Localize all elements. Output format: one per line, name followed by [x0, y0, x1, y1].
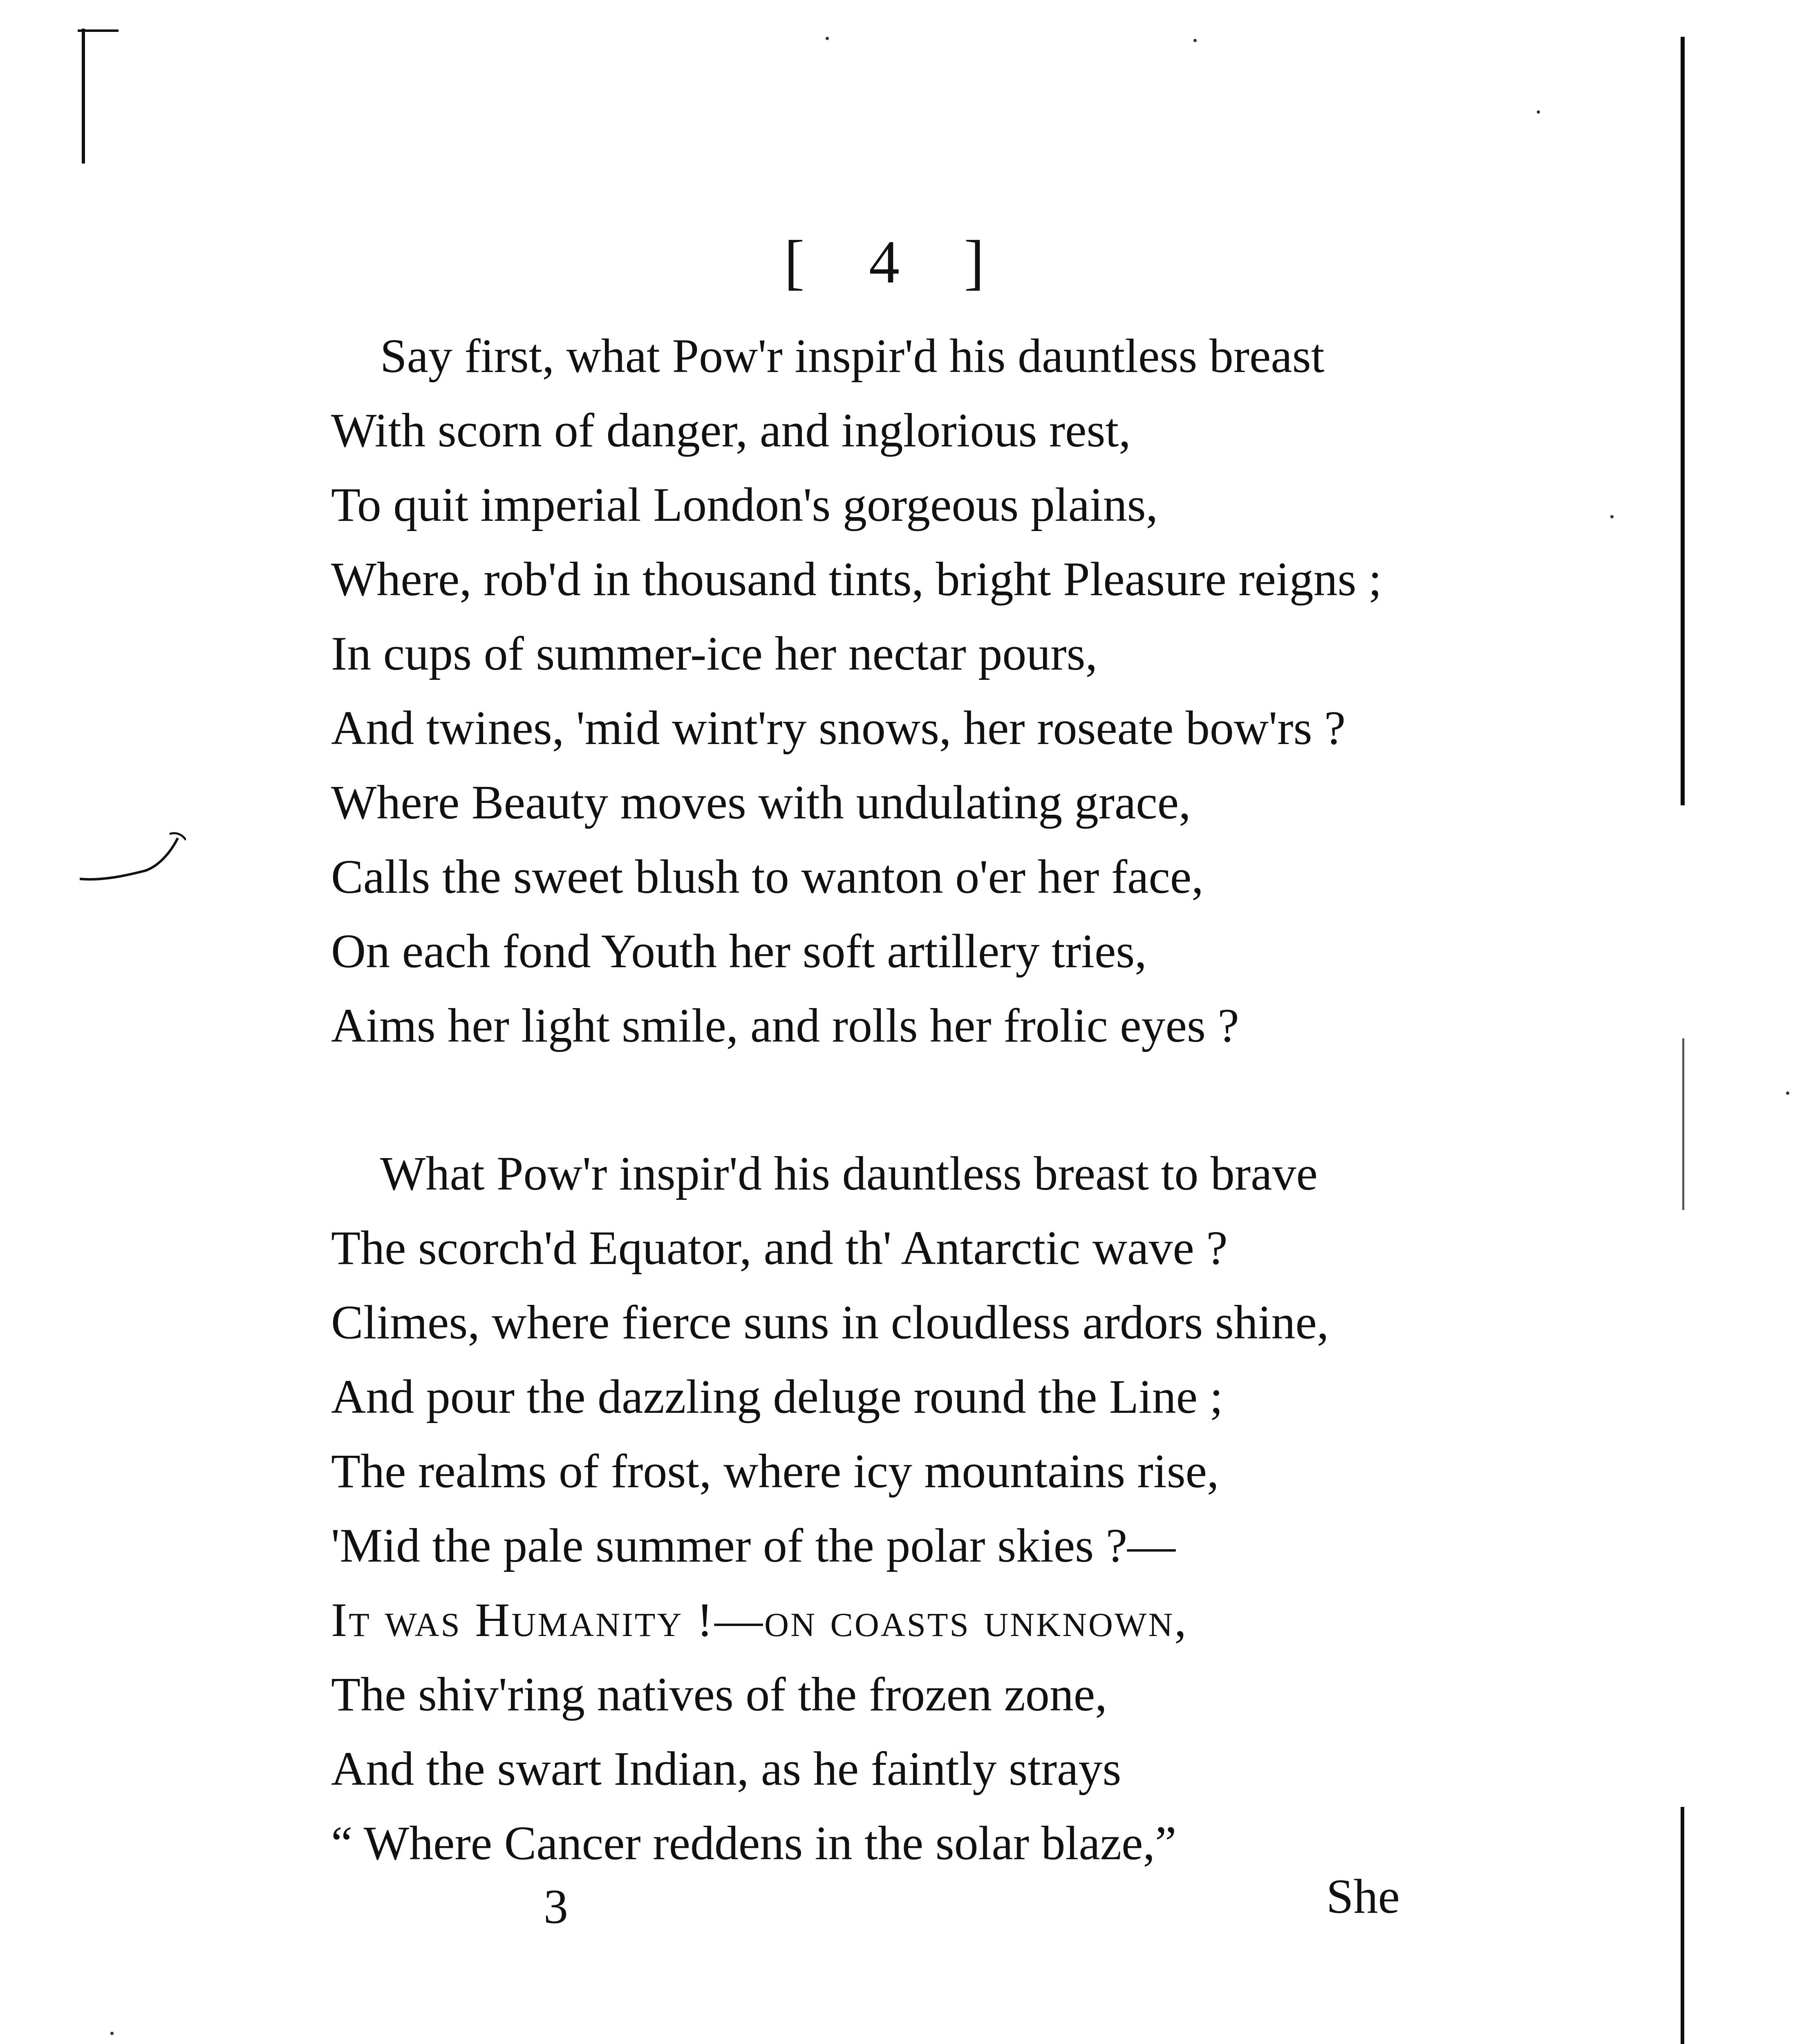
verse-line: Aims her light smile, and rolls her frolic eyes ? [331, 999, 1239, 1052]
verse-line: 'Mid the pale summer of the polar skies ?— [331, 1519, 1176, 1572]
scan-dust-speck [826, 37, 829, 40]
verse-line: And the swart Indian, as he faintly strays [331, 1742, 1121, 1795]
stanza-2 [331, 1136, 1639, 1880]
scan-dust-speck [1537, 110, 1540, 114]
verse-line: Climes, where fierce suns in cloudless ardors shine, [331, 1295, 1329, 1349]
verse-line: What Pow'r inspir'd his dauntless breast to brave [380, 1147, 1318, 1200]
verse-line: The shiv'ring natives of the frozen zone, [331, 1667, 1107, 1721]
verse-line: The realms of frost, where icy mountains rise, [331, 1444, 1219, 1498]
scan-edge-shadow [1681, 37, 1685, 805]
scan-dust-speck [1193, 39, 1197, 42]
verse-line: The scorch'd Equator, and th' Antarctic wave ? [331, 1221, 1228, 1275]
verse-line: In cups of summer-ice her nectar pours, [331, 627, 1098, 680]
scan-edge-shadow-bottom [1681, 1807, 1684, 2044]
verse-line: Say first, what Pow'r inspir'd his dauntless breast [380, 329, 1325, 383]
scan-corner-mark-top [78, 29, 119, 32]
verse-line: And twines, 'mid wint'ry snows, her roseate bow'rs ? [331, 701, 1346, 755]
scan-corner-mark [82, 29, 85, 164]
verse-line: Calls the sweet blush to wanton o'er her face, [331, 850, 1204, 903]
verse-line: “ Where Cancer reddens in the solar blaze,” [331, 1816, 1177, 1870]
verse-line: To quit imperial London's gorgeous plains, [331, 478, 1158, 531]
scan-edge-shadow-middle [1682, 1038, 1684, 1210]
verse-line: It was Humanity !—on coasts unknown, [331, 1593, 1188, 1647]
catchword: She [1326, 1869, 1400, 1923]
page-number: [ 4 ] [784, 228, 1009, 296]
stanza-1 [331, 319, 1639, 1063]
margin-pen-mark [80, 822, 186, 883]
verse-line: On each fond Youth her soft artillery tries, [331, 924, 1147, 978]
verse-line: Where Beauty moves with undulating grace, [331, 775, 1191, 829]
verse-line: And pour the dazzling deluge round the Line ; [331, 1370, 1223, 1423]
verse-line: With scorn of danger, and inglorious rest, [331, 403, 1131, 457]
scan-dust-speck [1786, 1091, 1789, 1095]
signature-mark: 3 [544, 1879, 568, 1934]
verse-line: Where, rob'd in thousand tints, bright Pleasure reigns ; [331, 552, 1382, 606]
scan-dust-speck [110, 2032, 114, 2035]
